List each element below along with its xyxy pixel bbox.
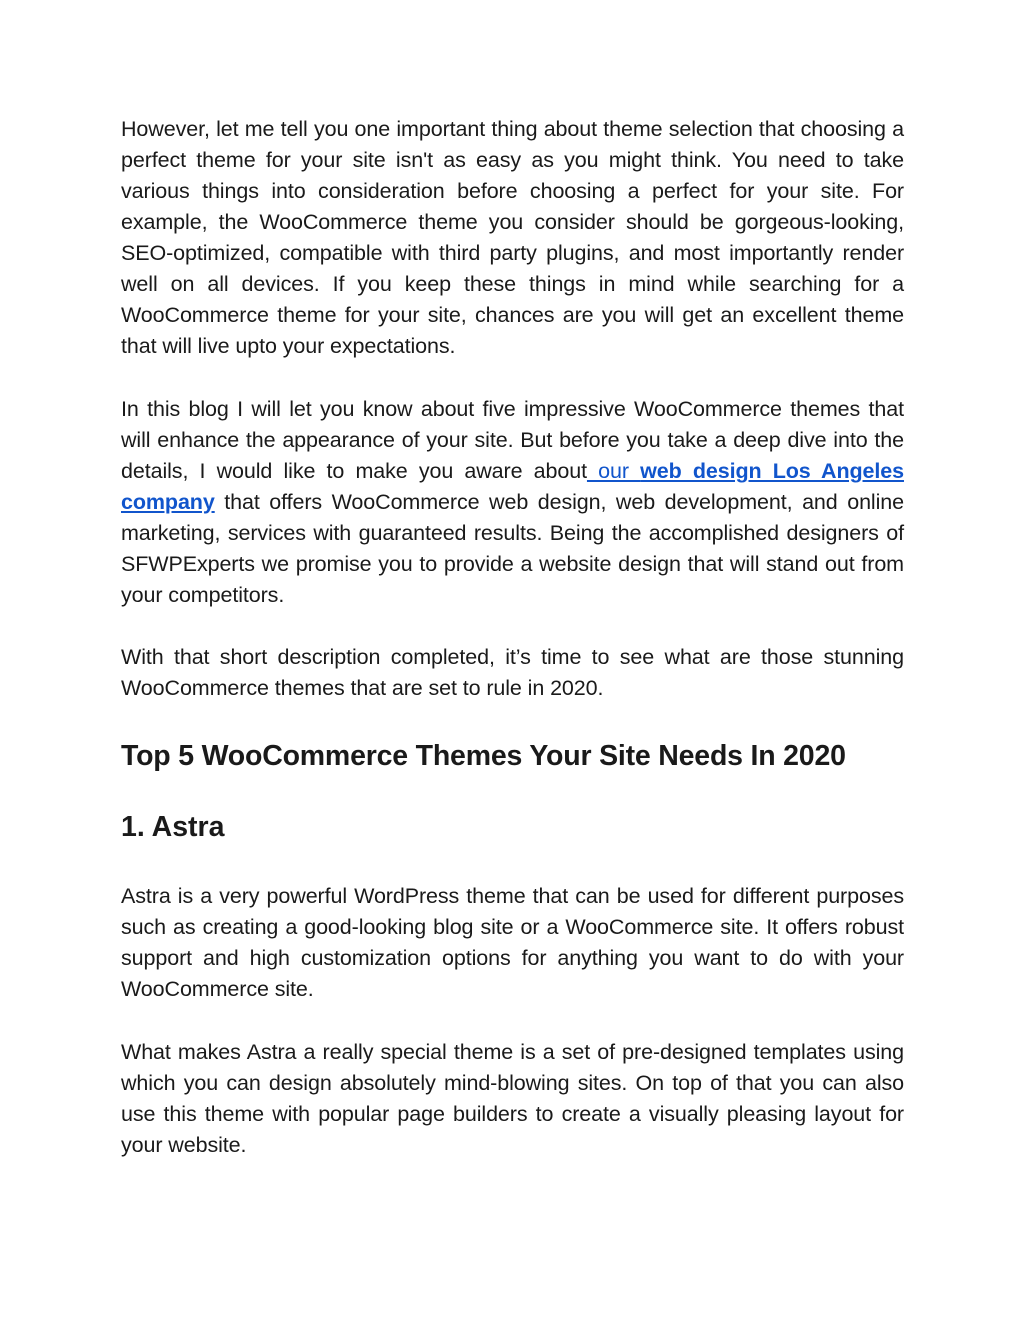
paragraph-astra-overview: Astra is a very powerful WordPress theme that can be used for different purposes such as creating a good-looking blog site or a WooCommerce site. It offers robust support and high customization options for anything you want to do with your WooCommerce site. [121, 884, 904, 1001]
paragraph-blog-intro-continued: that offers WooCommerce web design, web development, and online marketing, services with guaranteed results. Being the accomplished designers of SFWPExperts we promise you to provide a website design that will stand out from your competitors. [121, 490, 904, 607]
paragraph-blog-intro [121, 394, 904, 611]
section-heading-top-5: Top 5 WooCommerce Themes Your Site Needs In 2020 [121, 740, 846, 772]
web-design-link-prefix[interactable]: our [586, 459, 641, 483]
paragraph-theme-selection: However, let me tell you one important thing about theme selection that choosing a perfect theme for your site isn't as easy as you might think. You need to take various things into consideration before choosing a perfect for your site. For example, the WooCommerce theme you consider should be gorgeous-looking, SEO-optimized, compatible with third party plugins, and most importantly render well on all devices. If you keep these things in mind while searching for a WooCommerce theme for your site, chances are you will get an excellent theme that will live upto your expectations. [121, 117, 904, 358]
paragraph-transition: With that short description completed, it’s time to see what are those stunning WooCommerce themes that are set to rule in 2020. [121, 645, 904, 700]
document-page [121, 114, 904, 1161]
subheading-astra: 1. Astra [121, 811, 225, 843]
paragraph-blog-intro-text: In this blog I will let you know about five impressive WooCommerce themes that will enhance the appearance of your site. But before you take a deep dive into the details, I would like to make you aware about [121, 397, 904, 483]
web-design-los-angeles-link[interactable]: web design Los Angeles company [121, 459, 904, 514]
paragraph-astra-templates: What makes Astra a really special theme is a set of pre-designed templates using which you can design absolutely mind-blowing sites. On top of that you can also use this theme with popular page builders to create a visually pleasing layout for your website. [121, 1040, 904, 1157]
